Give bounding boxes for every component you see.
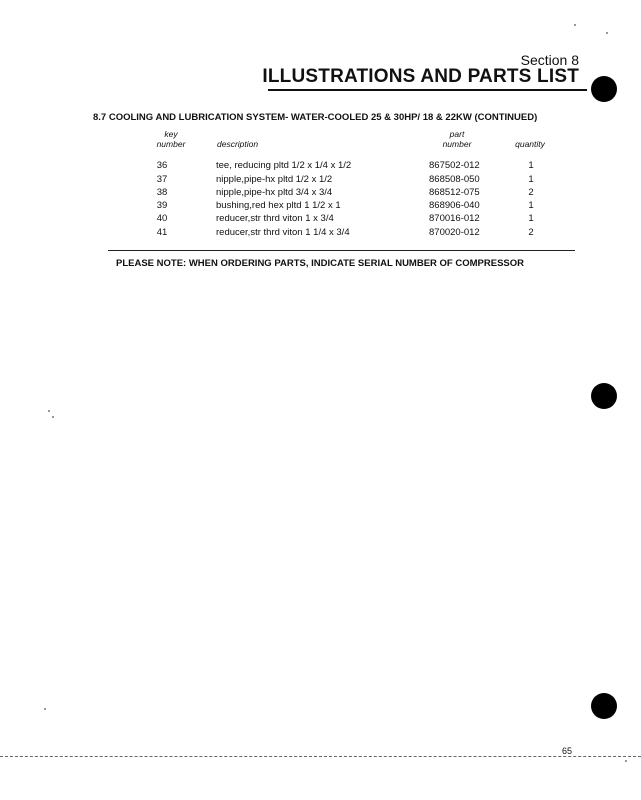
scan-speck [625, 760, 627, 762]
row-part-number: 868512-075 [429, 187, 480, 198]
page-number: 65 [562, 746, 573, 756]
column-header-key-line2: number [156, 139, 186, 149]
row-quantity: 1 [528, 174, 534, 185]
table-row [0, 187, 641, 200]
table-row [0, 213, 641, 226]
column-header-part-line2: number [442, 139, 472, 149]
row-key-number: 36 [156, 160, 168, 171]
scan-speck [48, 410, 50, 412]
table-row [0, 200, 641, 213]
column-header-part-line1: part [449, 129, 465, 139]
scan-edge-line [0, 756, 641, 757]
row-description: reducer,str thrd viton 1 1/4 x 3/4 [216, 227, 350, 238]
row-part-number: 868508-050 [429, 174, 480, 185]
binder-hole-middle [591, 383, 617, 409]
header-rule [268, 89, 587, 91]
row-quantity: 2 [528, 187, 534, 198]
table-bottom-rule [108, 250, 575, 251]
page-title: ILLUSTRATIONS AND PARTS LIST [262, 66, 579, 87]
row-part-number: 868906-040 [429, 200, 480, 211]
section-label: Section 8 [520, 52, 579, 68]
row-key-number: 41 [156, 227, 168, 238]
row-key-number: 39 [156, 200, 168, 211]
row-part-number: 867502-012 [429, 160, 480, 171]
row-key-number: 37 [156, 174, 168, 185]
row-description: bushing,red hex pltd 1 1/2 x 1 [216, 200, 341, 211]
table-row [0, 174, 641, 187]
table-row [0, 160, 641, 173]
column-header-quantity: quantity [515, 139, 545, 149]
ordering-note: PLEASE NOTE: WHEN ORDERING PARTS, INDICATE SERIAL NUMBER OF COMPRESSOR [116, 258, 524, 269]
row-part-number: 870020-012 [429, 227, 480, 238]
row-part-number: 870016-012 [429, 213, 480, 224]
scan-speck [574, 24, 576, 26]
column-header-key-line1: key [164, 129, 178, 139]
scan-speck [606, 32, 608, 34]
table-row [0, 227, 641, 240]
row-description: nipple,pipe-hx pltd 3/4 x 3/4 [216, 187, 333, 198]
row-description: tee, reducing pltd 1/2 x 1/4 x 1/2 [216, 160, 352, 171]
row-quantity: 2 [528, 227, 534, 238]
section-subheading: 8.7 COOLING AND LUBRICATION SYSTEM- WATER-COOLED 25 & 30HP/ 18 & 22KW (CONTINUED) [93, 112, 538, 123]
column-header-key-number [148, 129, 194, 149]
binder-hole-bottom [591, 693, 617, 719]
row-description: nipple,pipe-hx pltd 1/2 x 1/2 [216, 174, 333, 185]
scan-speck [44, 708, 46, 710]
row-key-number: 40 [156, 213, 168, 224]
row-quantity: 1 [528, 213, 534, 224]
row-key-number: 38 [156, 187, 168, 198]
row-description: reducer,str thrd viton 1 x 3/4 [216, 213, 334, 224]
scan-speck [52, 416, 54, 418]
row-quantity: 1 [528, 160, 534, 171]
binder-hole-top [591, 76, 617, 102]
column-header-part-number [434, 129, 480, 149]
row-quantity: 1 [528, 200, 534, 211]
column-header-description: description [217, 139, 259, 149]
